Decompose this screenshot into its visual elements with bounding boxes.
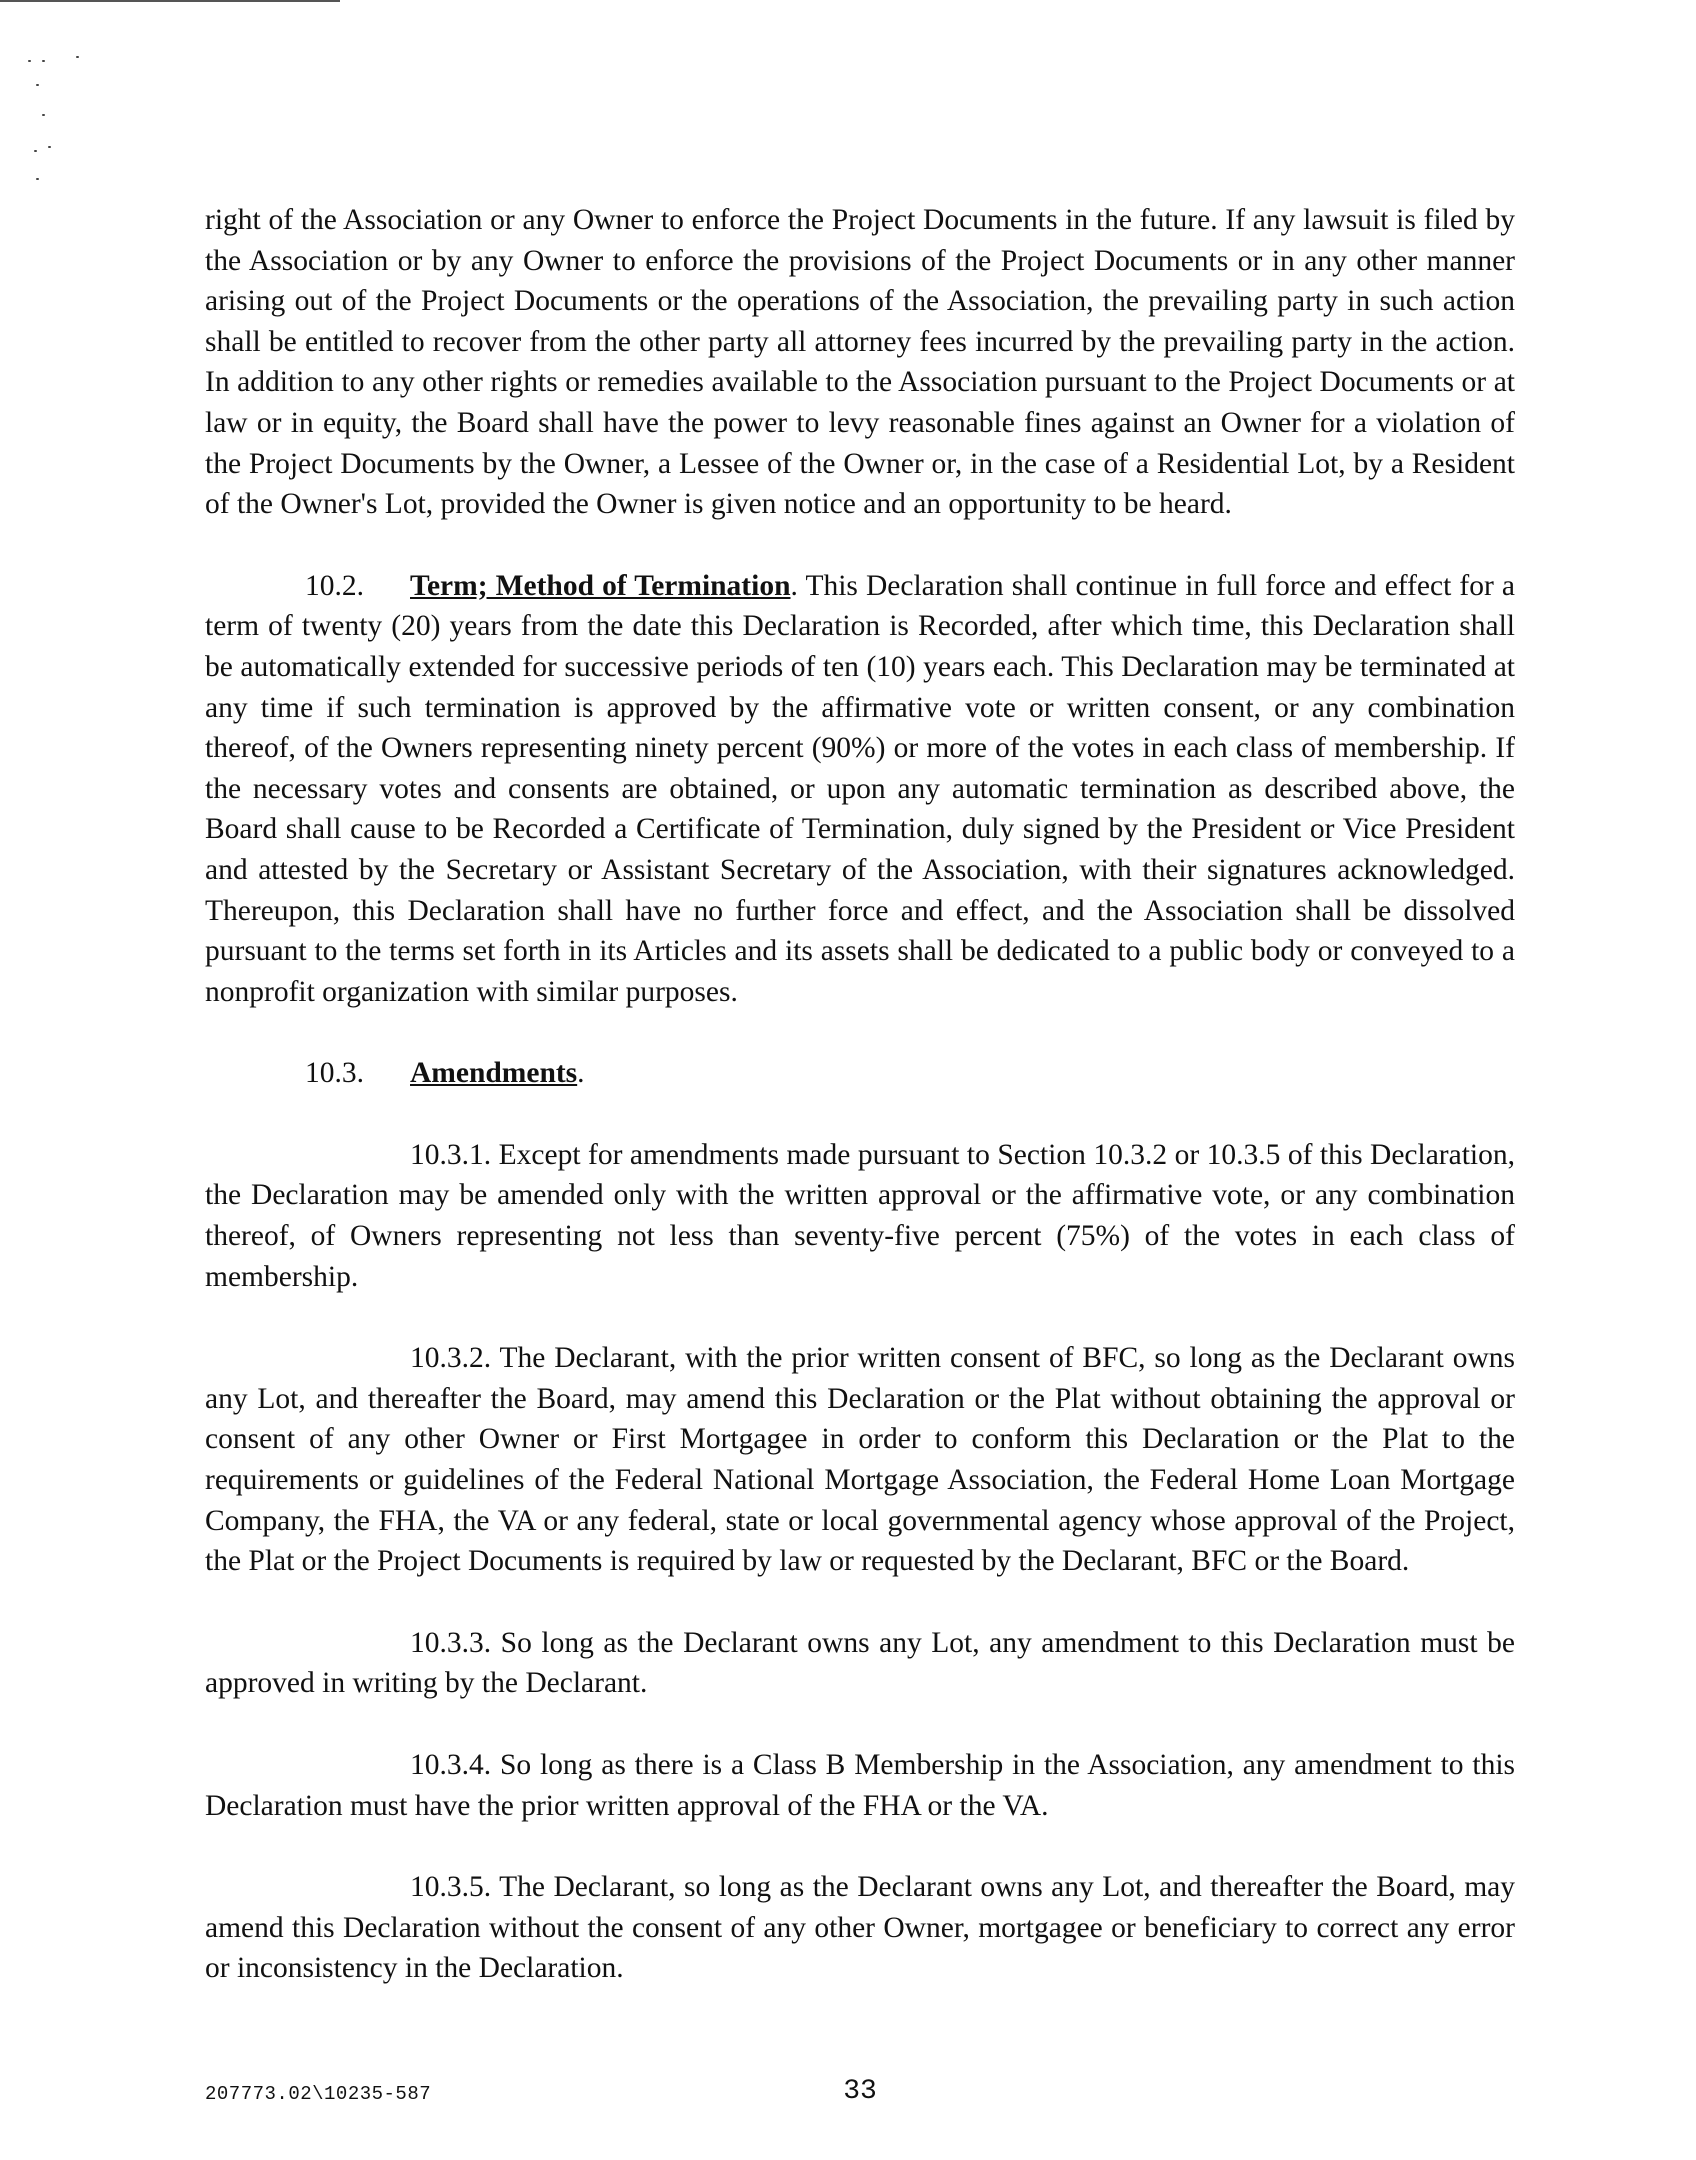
document-body (205, 200, 1515, 2030)
subsection-10-3-1: 10.3.1. Except for amendments made pursuant to Section 10.3.2 or 10.3.5 of this Declaration, the Declaration may be amended only with the written approval or the affirmative vote, or any combination thereof, of Owners representing not less than seventy-five percent (75%) of the votes in each class of membership. (205, 1138, 1515, 1293)
subsection-10-3-2: 10.3.2. The Declarant, with the prior written consent of BFC, so long as the Declarant owns any Lot, and thereafter the Board, may amend this Declaration or the Plat without obtaining the approval or consent of any other Owner or First Mortgagee in order to conform this Declaration or the Plat to the requirements or guidelines of the Federal National Mortgage Association, the Federal Home Loan Mortgage Company, the FHA, the VA or any federal, state or local governmental agency whose approval of the Project, the Plat or the Project Documents is required by law or requested by the Declarant, BFC or the Board. (205, 1342, 1515, 1578)
footer-page-number: 33 (843, 2076, 877, 2107)
section-10-2-number: 10.2. (305, 569, 364, 602)
section-10-3-title-suffix: . (577, 1057, 585, 1090)
continued-paragraph: right of the Association or any Owner to enforce the Project Documents in the future. If any lawsuit is filed by the Association or by any Owner to enforce the provisions of the Project Documents or in any other manner arising out of the Project Documents or the operations of the Association, the prevailing party in such action shall be entitled to recover from the other party all attorney fees incurred by the prevailing party in the action. In addition to any other rights or remedies available to the Association pursuant to the Project Documents or at law or in equity, the Board shall have the power to levy reasonable fines against an Owner for a violation of the Project Documents by the Owner, a Lessee of the Owner or, in the case of a Residential Lot, by a Resident of the Owner's Lot, provided the Owner is given notice and an opportunity to be heard. (205, 204, 1515, 521)
section-10-3-heading (205, 1053, 1515, 1094)
top-edge-rule (0, 0, 340, 2)
subsection-10-3-5: 10.3.5. The Declarant, so long as the Declarant owns any Lot, and thereafter the Board, may amend this Declaration without the consent of any other Owner, mortgagee or beneficiary to correct any error or inconsistency in the Declaration. (205, 1871, 1515, 1985)
subsection-10-3-3: 10.3.3. So long as the Declarant owns any Lot, any amendment to this Declaration must be approved in writing by the Declarant. (205, 1626, 1515, 1700)
section-10-2-text: . This Declaration shall continue in full force and effect for a term of twenty (20) years from the date this Declaration is Recorded, after which time, this Declaration shall be automatically extended for successive periods of ten (10) years each. This Declaration may be terminated at any time if such termination is approved by the affirmative vote or written consent, or any combination thereof, of the Owners representing ninety percent (90%) or more of the votes in each class of membership. If the necessary votes and consents are obtained, or upon any automatic termination as described above, the Board shall cause to be Recorded a Certificate of Termination, duly signed by the President or Vice President and attested by the Secretary or Assistant Secretary of the Association, with their signatures acknowledged. Thereupon, this Declaration shall have no further force and effect, and the Association shall be dissolved pursuant to the terms set forth in its Articles and its assets shall be dedicated to a public body or conveyed to a nonprofit organization with similar purposes. (205, 569, 1515, 1008)
scan-specks (28, 50, 118, 190)
footer-document-id: 207773.02\10235-587 (205, 2083, 432, 2105)
section-10-3-number: 10.3. (305, 1057, 364, 1090)
subsection-10-3-4: 10.3.4. So long as there is a Class B Membership in the Association, any amendment to this Declaration must have the prior written approval of the FHA or the VA. (205, 1749, 1515, 1822)
section-10-2-title: Term; Method of Termination (410, 569, 791, 602)
section-10-3-title: Amendments (410, 1057, 578, 1090)
section-10-2 (205, 566, 1515, 1013)
